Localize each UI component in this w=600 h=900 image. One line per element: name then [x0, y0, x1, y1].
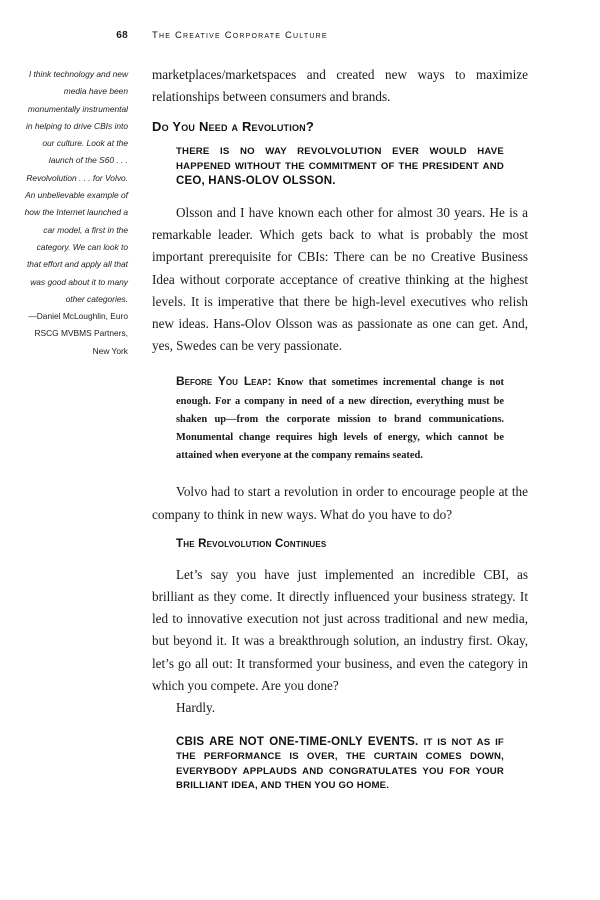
paragraph-cbi: Let’s say you have just implemented an incredible CBI, as brilliant as they come. It directly influenced your business strategy. It led to innovative execution not just across traditional and new media, but beyond it. It was a breakthrough solution, an industry first. Okay, let’s go all out: It transformed your business, and even the category in which you compete. Are you done?	[152, 566, 528, 693]
callout-text: Know that sometimes incremental change is not enough. For a company in need of a new direction, everything must be shaken up—from the corporate mission to brand communications. Monumental change requires high levels of energy, which cannot be attained when everyone at the company remains seated.	[176, 377, 504, 462]
page-number: 68	[116, 30, 128, 41]
pull-quote-olsson-lead: THERE IS NO WAY REVOLVOLUTION EVER WOULD HAVE HAPPENED WITHOUT THE COMMITMENT OF THE PRESIDENT AND	[176, 146, 504, 172]
pull-quote-olsson-tail: CEO, HANS-OLOV OLSSON.	[176, 174, 336, 187]
sidebar-attribution: —Daniel McLoughlin, Euro RSCG MVBMS Partners, New York	[28, 311, 128, 356]
pull-quote-cbi-lead: CBIS ARE NOT ONE-TIME-ONLY EVENTS.	[176, 736, 424, 749]
page-header	[0, 30, 600, 46]
callout-label: Before You Leap:	[176, 374, 272, 389]
section-heading-continues: The Revolvolution Continues	[176, 537, 327, 550]
paragraph-olsson: Olsson and I have known each other for almost 30 years. He is a remarkable leader. Which gets back to what is probably the most important prerequisite for CBIs: There can be no Creative Business Idea without corporate acceptance of creative thinking at the highest levels. It is imperative that there be high-level executives who relish new ideas. Hans-Olov Olsson was as passionate as one can get. And, yes, Swedes can be very passionate.	[152, 205, 528, 354]
pull-quote-olsson	[176, 145, 504, 189]
pull-quote-cbi	[176, 735, 504, 793]
main-column	[152, 64, 528, 793]
running-head: The Creative Corporate Culture	[152, 30, 328, 41]
before-you-leap-callout	[176, 372, 504, 465]
paragraph-volvo: Volvo had to start a revolution in order to encourage people at the company to think in new ways. What do you have to do?	[152, 484, 528, 522]
section-heading-revolution: Do You Need a Revolution?	[152, 119, 314, 135]
paragraph-intro: marketplaces/marketspaces and created new ways to maximize relationships between consumers and brands.	[152, 67, 528, 105]
pull-quote-cbi-text: IT IS NOT AS IF THE PERFORMANCE IS OVER, THE CURTAIN COMES DOWN, EVERYBODY APPLAUDS AND CONGRATULATES YOU FOR YOUR BRILLIANT IDEA, AND THEN YOU GO HOME.	[176, 737, 504, 791]
sidebar-quote-text: I think technology and new media have been monumentally instrumental in helping to drive CBIs into our culture. Look at the launch of the S60 . . . Revolvolution . . . for Volvo. An unbelievable example of how the Internet launched a car model, a first in the category. We can look to that effort and apply all that was good about it to many other categories.	[24, 69, 128, 304]
sidebar-quote	[24, 66, 128, 360]
paragraph-hardly: Hardly.	[176, 700, 216, 716]
